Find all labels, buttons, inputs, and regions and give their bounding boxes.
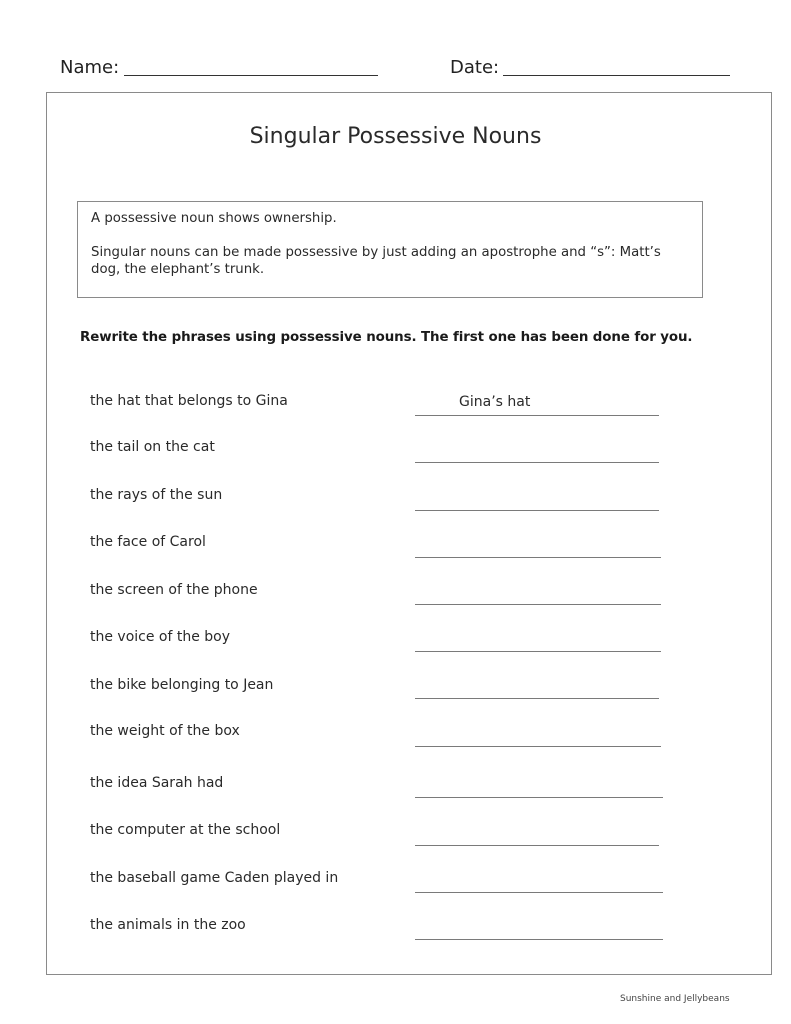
- phrase-5: the screen of the phone: [90, 582, 258, 598]
- answer-line-8[interactable]: [415, 746, 661, 747]
- instructions: Rewrite the phrases using possessive nouns. The first one has been done for you.: [80, 330, 693, 345]
- phrase-12: the animals in the zoo: [90, 917, 246, 933]
- answer-line-3[interactable]: [415, 510, 659, 511]
- answer-line-2[interactable]: [415, 462, 659, 463]
- answer-line-11[interactable]: [415, 892, 663, 893]
- answer-1-example: Gina’s hat: [459, 394, 531, 410]
- phrase-2: the tail on the cat: [90, 439, 215, 455]
- answer-line-4[interactable]: [415, 557, 661, 558]
- phrase-7: the bike belonging to Jean: [90, 677, 274, 693]
- name-field[interactable]: [124, 75, 378, 76]
- date-label: Date:: [450, 57, 500, 78]
- phrase-11: the baseball game Caden played in: [90, 870, 339, 886]
- definition-box: [77, 201, 703, 298]
- definition-text: A possessive noun shows ownership.: [91, 211, 337, 226]
- phrase-1: the hat that belongs to Gina: [90, 393, 288, 409]
- answer-line-6[interactable]: [415, 651, 661, 652]
- rule-text: Singular nouns can be made possessive by just adding an apostrophe and “s”: Matt’s dog, the elephant’s trunk.: [91, 245, 661, 277]
- phrase-9: the idea Sarah had: [90, 775, 224, 791]
- date-field[interactable]: [503, 75, 730, 76]
- answer-line-7[interactable]: [415, 698, 659, 699]
- phrase-10: the computer at the school: [90, 822, 281, 838]
- phrase-3: the rays of the sun: [90, 487, 223, 503]
- phrase-8: the weight of the box: [90, 723, 240, 739]
- answer-line-12[interactable]: [415, 939, 663, 940]
- answer-line-9[interactable]: [415, 797, 663, 798]
- footer-credit: Sunshine and Jellybeans: [620, 994, 730, 1004]
- answer-line-10[interactable]: [415, 845, 659, 846]
- answer-line-5[interactable]: [415, 604, 661, 605]
- name-label: Name:: [60, 57, 120, 78]
- phrase-4: the face of Carol: [90, 534, 206, 550]
- phrase-6: the voice of the boy: [90, 629, 231, 645]
- worksheet-title: Singular Possessive Nouns: [249, 124, 542, 149]
- answer-line-1[interactable]: [415, 415, 659, 416]
